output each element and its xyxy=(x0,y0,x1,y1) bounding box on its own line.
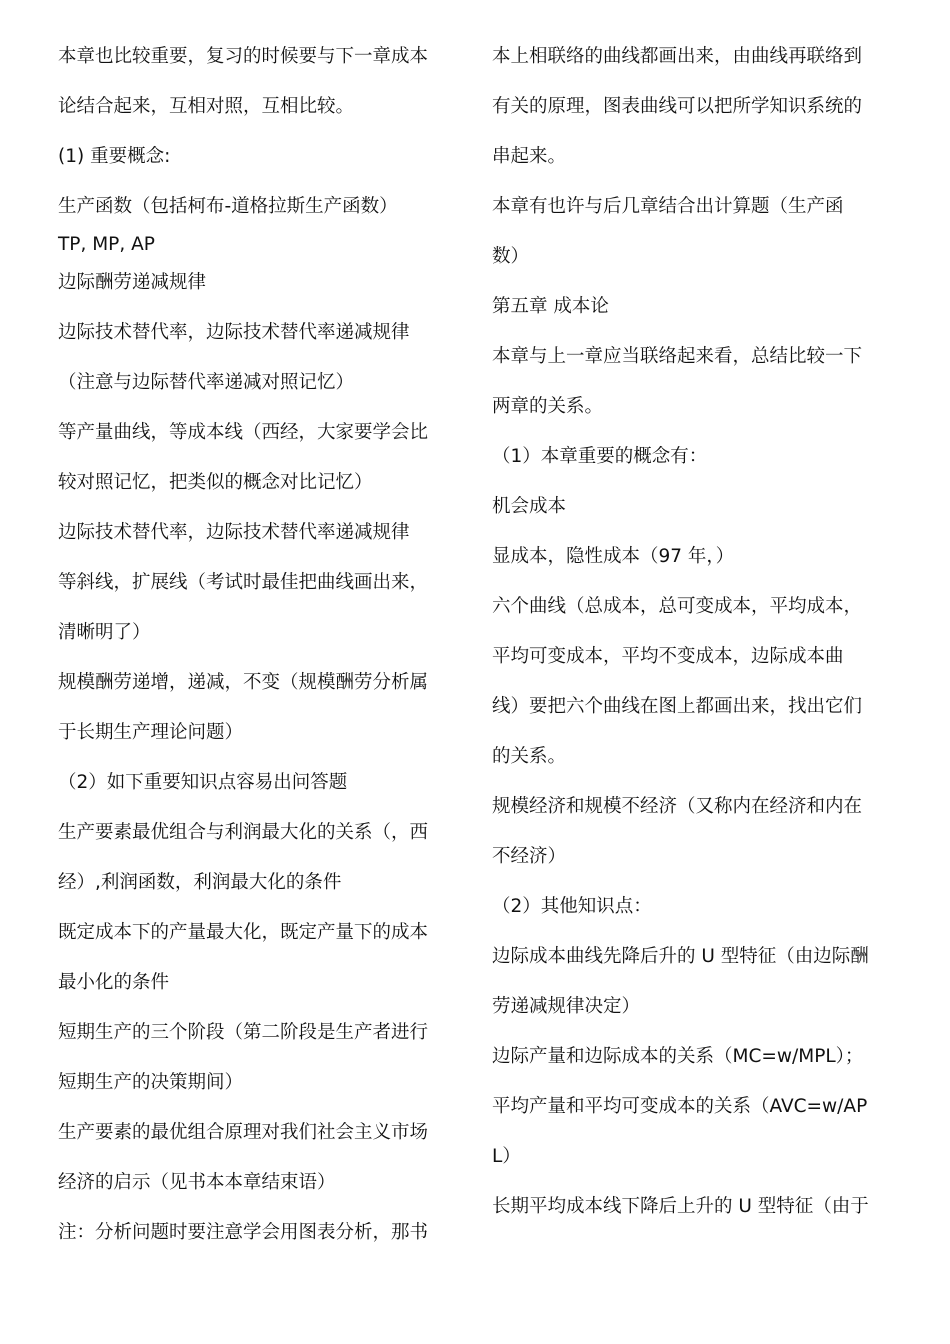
text-line: 清晰明了） xyxy=(58,622,151,643)
text-line: 边际技术替代率，边际技术替代率递减规律 xyxy=(58,522,410,543)
text-line: （2）其他知识点： xyxy=(492,896,652,917)
text-line: 边际技术替代率，边际技术替代率递减规律 xyxy=(58,322,410,343)
text-line: （注意与边际替代率递减对照记忆） xyxy=(58,372,355,393)
text-line: 经济的启示（见书本本章结束语） xyxy=(58,1172,336,1193)
text-line: 边际产量和边际成本的关系（MC=w/MPL）； xyxy=(492,1046,864,1067)
text-line: 平均产量和平均可变成本的关系（AVC=w/AP xyxy=(492,1096,868,1117)
text-line: 既定成本下的产量最大化，既定产量下的成本 xyxy=(58,922,429,943)
text-line: 短期生产的决策期间） xyxy=(58,1072,244,1093)
text-line: 等斜线，扩展线（考试时最佳把曲线画出来， xyxy=(58,572,429,593)
text-line: 线）要把六个曲线在图上都画出来，找出它们 xyxy=(492,696,863,717)
left-column xyxy=(58,45,458,1271)
text-line: 经）,利润函数，利润最大化的条件 xyxy=(58,872,342,893)
text-line: 于长期生产理论问题） xyxy=(58,722,244,743)
text-line: 注：分析问题时要注意学会用图表分析，那书 xyxy=(58,1222,429,1243)
text-line: 的关系。 xyxy=(492,746,567,767)
text-line: 本章也比较重要，复习的时候要与下一章成本 xyxy=(58,46,429,67)
text-line: 规模酬劳递增，递减，不变（规模酬劳分析属 xyxy=(58,672,429,693)
text-line: 本章有也许与后几章结合出计算题（生产函 xyxy=(492,196,844,217)
text-line: TP, MP, AP xyxy=(58,234,155,255)
text-line: 生产要素最优组合与利润最大化的关系（，西 xyxy=(58,822,429,843)
text-line: 两章的关系。 xyxy=(492,396,604,417)
text-line: （1）本章重要的概念有： xyxy=(492,446,708,467)
text-line: 边际成本曲线先降后升的 U 型特征（由边际酬 xyxy=(492,946,869,967)
text-line: 六个曲线（总成本，总可变成本，平均成本， xyxy=(492,596,863,617)
text-line: 等产量曲线，等成本线（西经，大家要学会比 xyxy=(58,422,429,443)
text-line: （2）如下重要知识点容易出问答题 xyxy=(58,772,348,793)
text-line: 本章与上一章应当联络起来看，总结比较一下 xyxy=(492,346,863,367)
text-line: 论结合起来，互相对照，互相比较。 xyxy=(58,96,355,117)
text-line: 规模经济和规模不经济（又称内在经济和内在 xyxy=(492,796,863,817)
text-line: 最小化的条件 xyxy=(58,972,170,993)
text-line: 生产函数（包括柯布-道格拉斯生产函数） xyxy=(58,196,398,217)
text-line: 短期生产的三个阶段（第二阶段是生产者进行 xyxy=(58,1022,429,1043)
text-line: 串起来。 xyxy=(492,146,567,167)
text-line: 边际酬劳递减规律 xyxy=(58,272,207,293)
text-line: 数） xyxy=(492,246,530,267)
text-line: 机会成本 xyxy=(492,496,567,517)
text-line: L） xyxy=(492,1146,521,1167)
text-line: 显成本，隐性成本（97 年，） xyxy=(492,546,735,567)
text-line: 平均可变成本，平均不变成本，边际成本曲 xyxy=(492,646,844,667)
text-line: (1) 重要概念: xyxy=(58,146,171,167)
right-column xyxy=(492,45,892,1245)
text-line: 本上相联络的曲线都画出来，由曲线再联络到 xyxy=(492,46,863,67)
text-line: 不经济） xyxy=(492,846,567,867)
text-line: 长期平均成本线下降后上升的 U 型特征（由于 xyxy=(492,1196,869,1217)
text-line: 劳递减规律决定） xyxy=(492,996,641,1017)
chapter-heading: 第五章 成本论 xyxy=(492,296,609,317)
text-line: 生产要素的最优组合原理对我们社会主义市场 xyxy=(58,1122,429,1143)
text-line: 较对照记忆，把类似的概念对比记忆） xyxy=(58,472,373,493)
text-line: 有关的原理，图表曲线可以把所学知识系统的 xyxy=(492,96,863,117)
